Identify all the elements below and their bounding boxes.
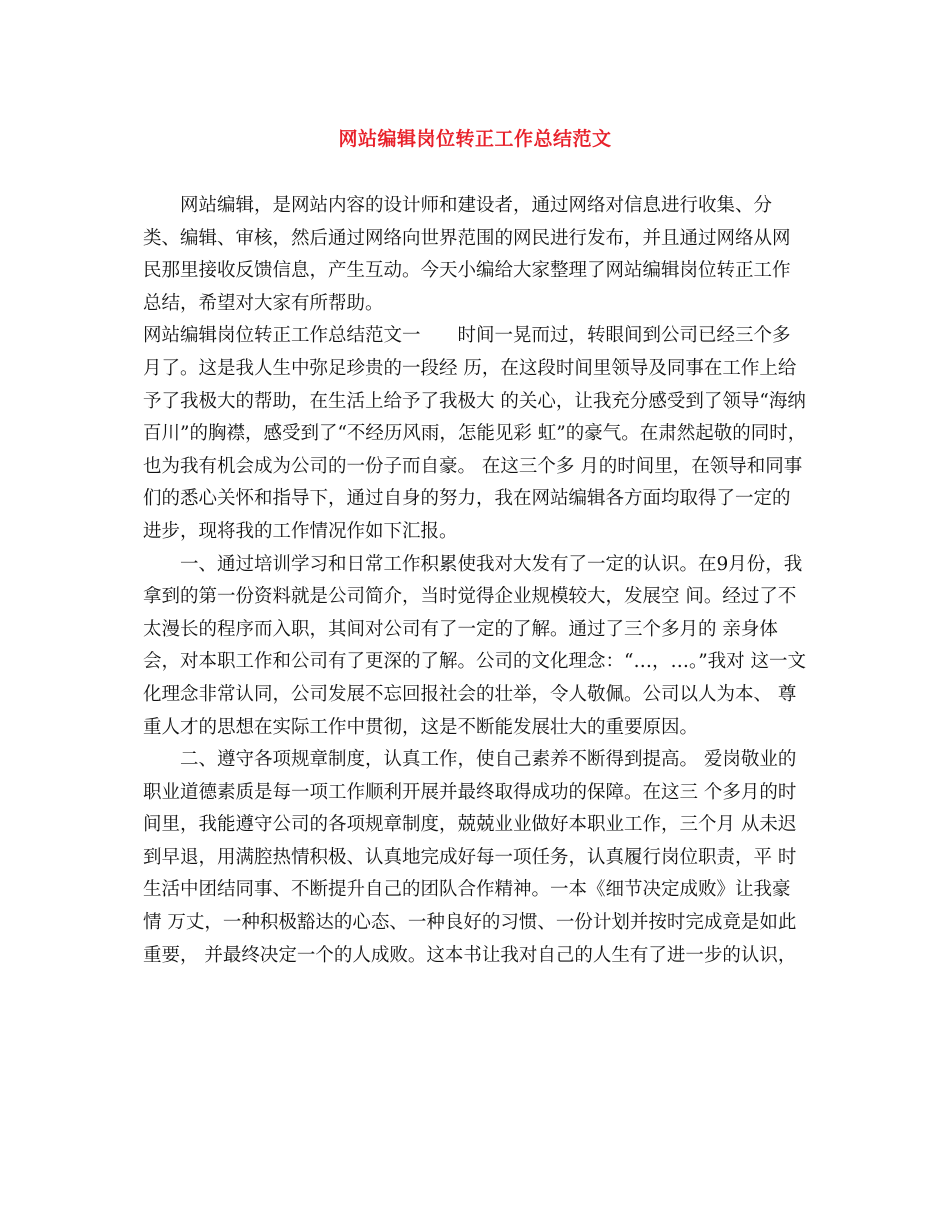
document-title: 网站编辑岗位转正工作总结范文 [338, 128, 612, 150]
paragraph-point-one: 一、通过培训学习和日常工作积累使我对大发有了一定的认识。在9月份，我拿到的第一份资料就是公司简介，当时觉得企业规模较大，发展空 间。经过了不太漫长的程序而入职，其间对公司有了一定的了解。通过了三个多月的 亲身体会，对本职工作和公司有了更深的了解。公司的文化理念：“…，…。”我对 这一文化理念非常认同，公司发展不忘回报社会的壮举，令人敬佩。公司以人为本、 尊重人才的思想在实际工作中贯彻，这是不断能发展壮大的重要原因。 [143, 553, 807, 738]
document-body [143, 190, 807, 972]
paragraph-point-two: 二、遵守各项规章制度，认真工作，使自己素养不断得到提高。 爱岗敬业的职业道德素质是每一项工作顺利开展并最终取得成功的保障。在这三 个多月的时间里，我能遵守公司的各项规章制度，兢兢业业做好本职业工作，三个月 从未迟到早退，用满腔热情积极、认真地完成好每一项任务，认真履行岗位职责，平 时生活中团结同事、不断提升自己的团队合作精神。一本《细节决定成败》让我豪情 万丈，一种积极豁达的心态、一种良好的习惯、一份计划并按时完成竟是如此重要， 并最终决定一个的人成败。这本书让我对自己的人生有了进一步的认识， [143, 749, 797, 966]
paragraph-section-one: 网站编辑岗位转正工作总结范文一 时间一晃而过，转眼间到公司已经三个多月了。这是我人生中弥足珍贵的一段经 历，在这段时间里领导及同事在工作上给予了我极大的帮助，在生活上给予了我极大 的关心，让我充分感受到了领导“海纳百川”的胸襟，感受到了“不经历风雨，怎能见彩 虹”的豪气。在肃然起敬的同时，也为我有机会成为公司的一份子而自豪。 在这三个多 月的时间里，在领导和同事们的悉心关怀和指导下，通过自身的努力，我在网站编辑各方面均取得了一定的进步，现将我的工作情况作如下汇报。 [143, 325, 807, 542]
paragraph-intro: 网站编辑，是网站内容的设计师和建设者，通过网络对信息进行收集、分类、编辑、审核，然后通过网络向世界范围的网民进行发布，并且通过网络从网民那里接收反馈信息，产生互动。今天小编给大家整理了网站编辑岗位转正工作总结，希望对大家有所帮助。 [143, 195, 791, 314]
